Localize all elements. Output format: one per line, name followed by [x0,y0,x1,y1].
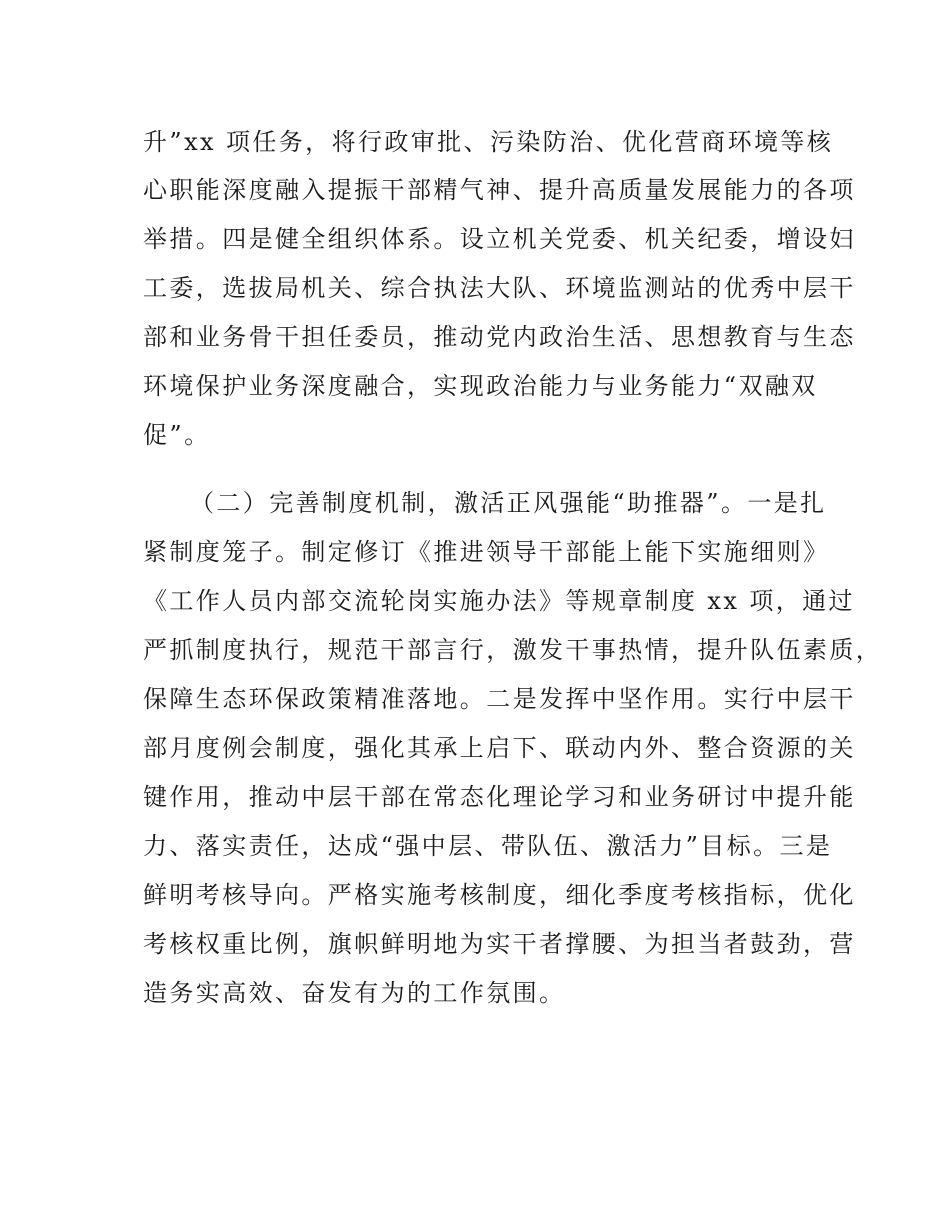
text-line: 心职能深度融入提振干部精气神、提升高质量发展能力的各项 [143,176,856,204]
text-line: 工委，选拔局机关、综合执法大队、环境监测站的优秀中层干 [143,274,856,302]
text-line: 鲜明考核导向。严格实施考核制度，细化季度考核指标，优化 [143,881,856,909]
text-line: 紧制度笼子。制定修订《推进领导干部能上能下实施细则》 [143,538,830,566]
text-line: 升”xx 项任务，将行政审批、污染防治、优化营商环境等核 [143,128,834,156]
text-line: 保障生态环保政策精准落地。二是发挥中坚作用。实行中层干 [143,685,856,713]
text-line: 环境保护业务深度融合，实现政治能力与业务能力“双融双 [143,372,818,400]
text-line: 键作用，推动中层干部在常态化理论学习和业务研讨中提升能 [143,783,856,811]
text-line: 促”。 [143,421,211,449]
text-line: 造务实高效、奋发有为的工作氛围。 [143,979,566,1007]
text-line: 力、落实责任，达成“强中层、带队伍、激活力”目标。三是 [143,832,833,860]
text-line: 部月度例会制度，强化其承上启下、联动内外、整合资源的关 [143,734,856,762]
text-line: 严抓制度执行，规范干部言行，激发干事热情，提升队伍素质， [143,636,883,664]
text-line: 《工作人员内部交流轮岗实施办法》等规章制度 xx 项，通过 [143,587,855,615]
text-line: 部和业务骨干担任委员，推动党内政治生活、思想教育与生态 [143,323,856,351]
text-line: （二）完善制度机制，激活正风强能“助推器”。一是扎 [190,489,827,517]
text-line: 举措。四是健全组织体系。设立机关党委、机关纪委，增设妇 [143,225,856,253]
text-line: 考核权重比例，旗帜鲜明地为实干者撑腰、为担当者鼓劲，营 [143,930,856,958]
